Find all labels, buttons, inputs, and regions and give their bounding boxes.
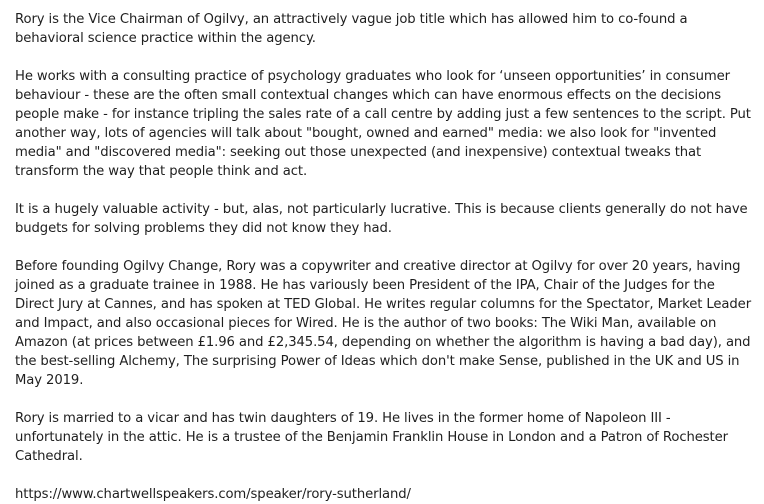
bio-paragraph-activity: It is a hugely valuable activity - but, alas, not particularly lucrative. This is because clients generally do not have budgets for solving problems they did not know they had. [15,202,748,236]
bio-paragraph-personal: Rory is married to a vicar and has twin daughters of 19. He lives in the former home of Napoleon III - unfortunately in the attic. He is a trustee of the Benjamin Franklin House in London and a Patron of Rochester Cathedral. [15,411,728,464]
bio-text-block [15,10,755,504]
source-url-text: https://www.chartwellspeakers.com/speaker/rory-sutherland/ [15,487,411,502]
bio-paragraph-intro: Rory is the Vice Chairman of Ogilvy, an attractively vague job title which has allowed him to co-found a behavioral science practice within the agency. [15,12,688,46]
bio-paragraph-consulting: He works with a consulting practice of psychology graduates who look for ‘unseen opportunities’ in consumer behaviour - these are the often small contextual changes which can have enormous effects on the decisions people make - for instance tripling the sales rate of a call centre by adding just a few sentences to the script. Put another way, lots of agencies will talk about "bought, owned and earned" media: we also look for "invented media" and "discovered media": seeking out those unexpected (and inexpensive) contextual tweaks that transform the way that people think and act. [15,69,751,179]
bio-paragraph-career: Before founding Ogilvy Change, Rory was a copywriter and creative director at Ogilvy for over 20 years, having joined as a graduate trainee in 1988. He has variously been President of the IPA, Chair of the Judges for the Direct Jury at Cannes, and has spoken at TED Global. He writes regular columns for the Spectator, Market Leader and Impact, and also occasional pieces for Wired. He is the author of two books: The Wiki Man, available on Amazon (at prices between £1.96 and £2,345.54, depending on whether the algorithm is having a bad day), and the best-selling Alchemy, The surprising Power of Ideas which don't make Sense, published in the UK and US in May 2019. [15,259,752,388]
